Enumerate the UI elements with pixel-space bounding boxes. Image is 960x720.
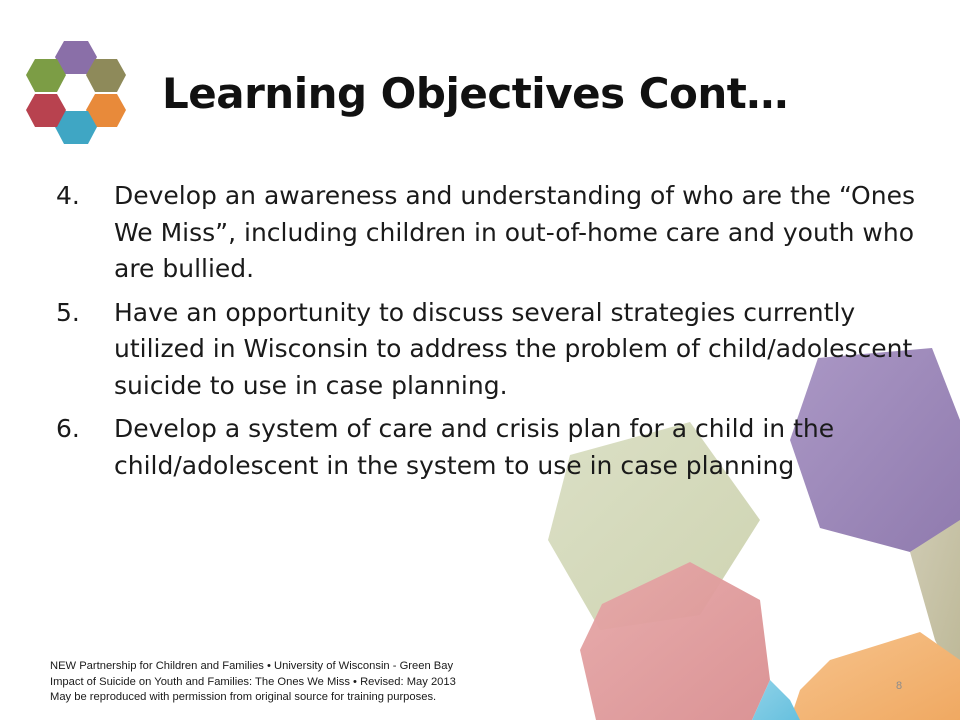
objective-text: Develop an awareness and understanding of who are the “Ones We Miss”, including children in out-of-home care and youth who are bullied. — [114, 181, 915, 283]
bg-hex-orange — [790, 632, 960, 720]
objective-text: Have an opportunity to discuss several strategies currently utilized in Wisconsin to address the problem of child/adolescent suicide to use in case planning. — [114, 297, 913, 400]
page-number: 8 — [896, 680, 903, 692]
objective-number: 6. — [56, 414, 80, 443]
hexagon-ring-logo-icon — [22, 38, 130, 148]
objective-item — [56, 295, 926, 405]
footer-line: May be reproduced with permission from original source for training purposes. — [50, 691, 437, 704]
objectives-list — [56, 178, 926, 491]
footer-line: NEW Partnership for Children and Families • University of Wisconsin - Green Bay — [50, 660, 454, 672]
footer-credits — [50, 659, 570, 706]
footer-line: Impact of Suicide on Youth and Families: The Ones We Miss • Revised: May 2013 — [50, 675, 456, 688]
objective-number: 5. — [56, 297, 80, 327]
objective-number: 4. — [56, 181, 80, 210]
objective-item — [56, 178, 926, 288]
objective-text: Develop a system of care and crisis plan for a child in the child/adolescent in the system to use in case planning — [114, 414, 835, 480]
slide-title: Learning Objectives Cont… — [162, 69, 788, 118]
objective-item — [56, 411, 926, 484]
